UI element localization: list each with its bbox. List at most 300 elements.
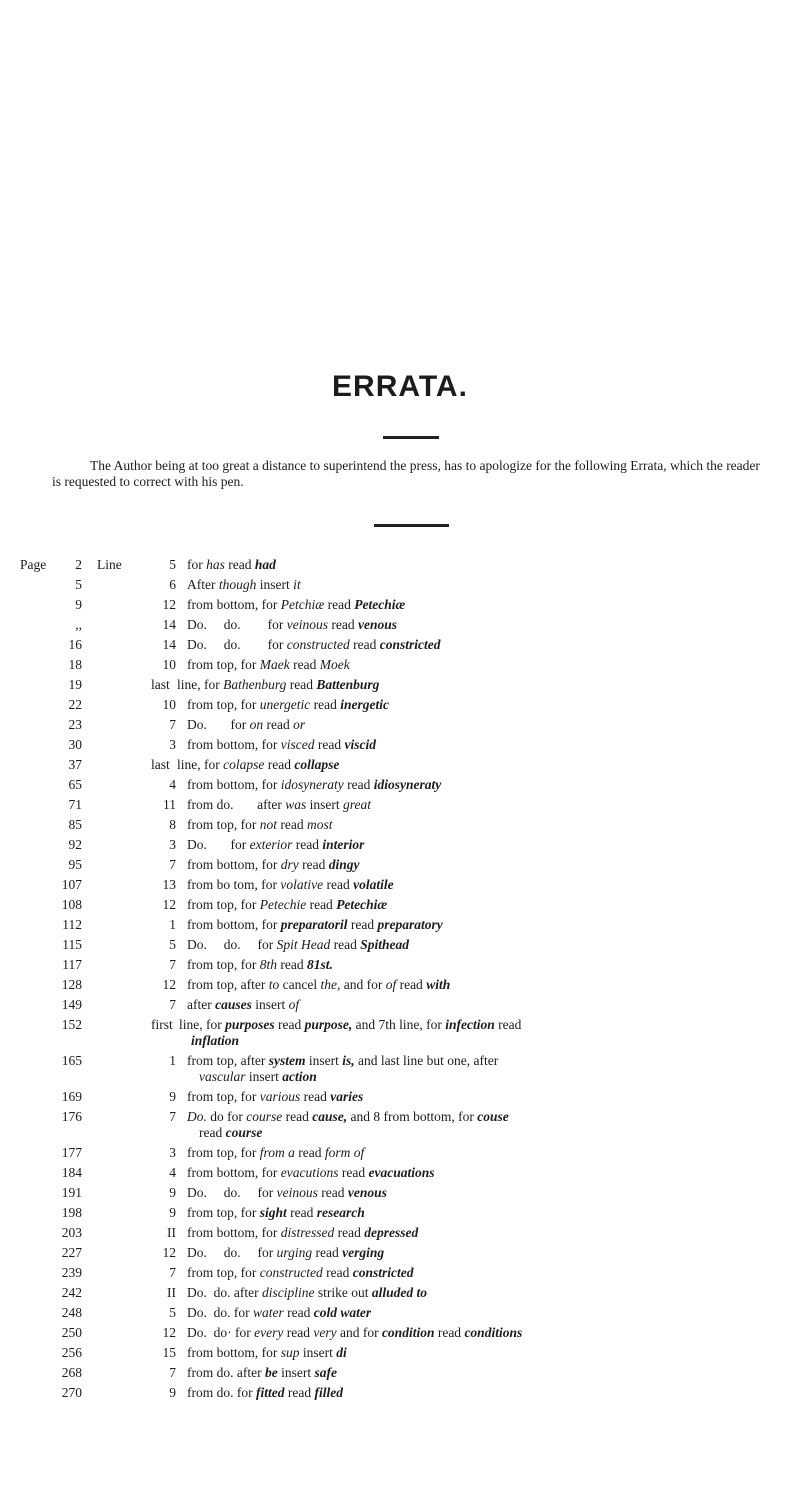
wrong-word: various [259, 1089, 301, 1104]
instruction-text: read [224, 557, 255, 572]
intro-divider [374, 524, 449, 527]
title-divider [383, 436, 439, 439]
wrong-word: was [285, 797, 307, 812]
line-number: 5 [169, 937, 176, 952]
line-number: 7 [169, 857, 176, 872]
line-number: 4 [169, 777, 176, 792]
wrong-word: Moek [319, 657, 350, 672]
page-number: 19 [68, 677, 82, 692]
instruction-text: from top, after [187, 977, 269, 992]
correction-text [187, 997, 770, 1013]
page-number: 2 [75, 557, 82, 572]
instruction-text: from do. after [187, 1365, 265, 1380]
errata-row [0, 1017, 800, 1049]
line-label: Line [97, 557, 122, 572]
instruction-text: Do. for [187, 837, 250, 852]
line-number: 5 [169, 1305, 176, 1320]
wrong-word: Bathenburg [223, 677, 287, 692]
errata-list [0, 557, 800, 1401]
page-number: 92 [68, 837, 82, 852]
instruction-text: Do. do. for [187, 1305, 253, 1320]
correct-word: couse [477, 1109, 509, 1124]
instruction-text: from do. for [187, 1385, 256, 1400]
instruction-text: from bottom, for [187, 917, 281, 932]
correction-text [187, 1285, 770, 1301]
line-number: 6 [169, 577, 176, 592]
line-number: 11 [163, 797, 176, 812]
correction-text [187, 697, 770, 713]
line-number: 12 [162, 897, 176, 912]
wrong-word: Petchiæ [280, 597, 325, 612]
wrong-word: Maek [259, 657, 290, 672]
errata-row [0, 817, 800, 833]
line-number: 7 [169, 997, 176, 1012]
page-number: 256 [61, 1345, 82, 1360]
correct-word: cause, [312, 1109, 348, 1124]
wrong-word: great [342, 797, 371, 812]
instruction-text: Do. do. for [187, 617, 287, 632]
instruction-text: cancel [279, 977, 321, 992]
correction-text [187, 1345, 770, 1361]
line-number: 9 [169, 1185, 176, 1200]
wrong-word: idosyneraty [280, 777, 344, 792]
instruction-text: from top, for [187, 817, 260, 832]
instruction-text: line, for [177, 677, 224, 692]
correct-word: alluded to [371, 1285, 427, 1300]
instruction-text: from bottom, for [187, 1225, 281, 1240]
instruction-text: for [187, 557, 207, 572]
correct-word: purposes [225, 1017, 275, 1032]
page-number: 268 [61, 1365, 82, 1380]
correction-text [187, 1145, 770, 1161]
correct-word: 81st. [306, 957, 333, 972]
instruction-text: strike out [314, 1285, 372, 1300]
instruction-text: read [322, 1265, 353, 1280]
page-number: 115 [62, 937, 82, 952]
page-number: 18 [68, 657, 82, 672]
wrong-word: urging [276, 1245, 313, 1260]
page-number: 203 [61, 1225, 82, 1240]
instruction-text: read [298, 857, 329, 872]
instruction-text: read [274, 1017, 305, 1032]
correct-word: preparatoril [280, 917, 348, 932]
correct-word: be [264, 1365, 278, 1380]
wrong-word: most [306, 817, 333, 832]
instruction-text: and last line but one, after [354, 1053, 502, 1068]
errata-row [0, 717, 800, 733]
line-number: 3 [169, 837, 176, 852]
instruction-text: and for [340, 977, 386, 992]
line-number: 15 [162, 1345, 176, 1360]
line-number: 14 [162, 637, 176, 652]
line-number: 14 [162, 617, 176, 632]
line-number: II [167, 1285, 176, 1300]
correct-word: with [426, 977, 451, 992]
correction-text [187, 597, 770, 613]
correct-word: cold water [313, 1305, 372, 1320]
errata-row [0, 1325, 800, 1341]
wrong-word: or [293, 717, 306, 732]
instruction-text: Do. for [187, 717, 250, 732]
continuation-line [187, 1125, 770, 1141]
correct-word: had [254, 557, 276, 572]
instruction-text: insert [245, 1069, 283, 1084]
correction-text [187, 1185, 770, 1201]
correction-text [187, 857, 770, 873]
correct-word: inflation [191, 1033, 240, 1048]
instruction-text: insert [306, 797, 343, 812]
correction-text [187, 657, 770, 673]
correction-text [187, 637, 770, 653]
page-label: Page [20, 557, 47, 572]
line-number: 12 [162, 1245, 176, 1260]
instruction-text: read [199, 1125, 226, 1140]
instruction-text: Do. do. for [187, 1185, 277, 1200]
instruction-text: read [286, 677, 317, 692]
correct-word: evacuations [368, 1165, 435, 1180]
correction-text [187, 1265, 770, 1281]
correct-word: volatile [353, 877, 394, 892]
wrong-word: the, [320, 977, 341, 992]
instruction-text: read [314, 737, 345, 752]
line-number: 12 [162, 977, 176, 992]
wrong-word: distressed [280, 1225, 335, 1240]
instruction-text: read [349, 637, 380, 652]
page-number: 30 [68, 737, 82, 752]
errata-row [0, 1109, 800, 1141]
instruction-text: read [343, 777, 374, 792]
wrong-word: Spit Head [276, 937, 331, 952]
correction-text [187, 837, 770, 853]
page-number: 128 [61, 977, 82, 992]
errata-row [0, 957, 800, 973]
errata-row [0, 1185, 800, 1201]
line-number: 1 [169, 917, 176, 932]
correct-word: inergetic [340, 697, 389, 712]
line-number: 3 [169, 737, 176, 752]
correction-text [187, 577, 770, 593]
instruction-text: from top, for [187, 1265, 260, 1280]
wrong-word: 8th [259, 957, 277, 972]
correction-text [187, 1205, 770, 1221]
wrong-word: form of [324, 1145, 365, 1160]
correction-text [187, 777, 770, 793]
page-number: 165 [61, 1053, 82, 1068]
line-number: 3 [169, 1145, 176, 1160]
correct-word: interior [322, 837, 365, 852]
correct-word: is, [342, 1053, 355, 1068]
correct-word: preparatory [377, 917, 443, 932]
page-number: 177 [61, 1145, 82, 1160]
correct-word: viscid [344, 737, 376, 752]
instruction-text: read [324, 597, 355, 612]
correct-word: idiosyneraty [373, 777, 442, 792]
correction-text [187, 1109, 770, 1141]
line-number: 5 [169, 557, 176, 572]
errata-row [0, 1165, 800, 1181]
correction-text [187, 1325, 770, 1341]
instruction-text: read [284, 1385, 315, 1400]
wrong-word: Petechie [259, 897, 307, 912]
line-number: 7 [169, 1109, 176, 1124]
instruction-text: from bottom, for [187, 597, 281, 612]
wrong-word: very [313, 1325, 337, 1340]
instruction-text: from bottom, for [187, 857, 281, 872]
wrong-word: exterior [249, 837, 293, 852]
instruction-text: read [494, 1017, 525, 1032]
wrong-word: though [218, 577, 257, 592]
correct-word: di [336, 1345, 347, 1360]
errata-row [0, 917, 800, 933]
instruction-text: read [289, 657, 320, 672]
errata-row [0, 1265, 800, 1281]
instruction-text: and 7th line, for [352, 1017, 446, 1032]
line-number: last [151, 677, 170, 692]
correct-word: safe [314, 1365, 337, 1380]
instruction-text: do for [206, 1109, 247, 1124]
errata-row [0, 937, 800, 953]
page-number: 152 [61, 1017, 82, 1032]
correct-word: Battenburg [316, 677, 380, 692]
instruction-text: read [306, 897, 337, 912]
instruction-text: read [396, 977, 427, 992]
errata-row [0, 557, 800, 573]
page-number: 198 [61, 1205, 82, 1220]
correct-word: constricted [379, 637, 441, 652]
line-number: 1 [169, 1053, 176, 1068]
errata-row [0, 697, 800, 713]
errata-row [0, 777, 800, 793]
correction-text [187, 1053, 770, 1085]
page-number: 250 [61, 1325, 82, 1340]
page-number: ,, [75, 617, 82, 632]
correct-word: system [268, 1053, 306, 1068]
wrong-word: sup [280, 1345, 300, 1360]
instruction-text: read [282, 1109, 313, 1124]
page-number: 85 [68, 817, 82, 832]
instruction-text: read [310, 697, 341, 712]
line-number: 7 [169, 957, 176, 972]
correction-text [187, 1365, 770, 1381]
instruction-text: line, for [179, 1017, 226, 1032]
continuation-line [187, 1069, 770, 1085]
wrong-word: every [254, 1325, 284, 1340]
line-number: 12 [162, 597, 176, 612]
errata-row [0, 897, 800, 913]
instruction-text: insert [251, 997, 289, 1012]
page-number: 9 [75, 597, 82, 612]
correction-text [187, 557, 770, 573]
correction-text [187, 1245, 770, 1261]
wrong-word: on [249, 717, 264, 732]
errata-row [0, 597, 800, 613]
errata-row [0, 1053, 800, 1085]
instruction-text: After [187, 577, 219, 592]
instruction-text: read [286, 1205, 317, 1220]
correct-word: varies [330, 1089, 364, 1104]
wrong-word: constructed [286, 637, 350, 652]
correction-text [179, 1017, 770, 1049]
instruction-text: read [317, 1185, 348, 1200]
correction-text [187, 797, 770, 813]
errata-row [0, 1345, 800, 1361]
correct-word: infection [445, 1017, 495, 1032]
wrong-word: vascular [199, 1069, 246, 1084]
instruction-text: insert [256, 577, 294, 592]
errata-row [0, 1245, 800, 1261]
correct-word: filled [314, 1385, 343, 1400]
errata-row [0, 757, 800, 773]
wrong-word: colapse [223, 757, 265, 772]
instruction-text: from do. after [187, 797, 286, 812]
page-number: 5 [75, 577, 82, 592]
wrong-word: evacutions [280, 1165, 339, 1180]
instruction-text: after [187, 997, 216, 1012]
errata-row [0, 1305, 800, 1321]
correct-word: collapse [294, 757, 340, 772]
wrong-word: has [206, 557, 225, 572]
correct-word: dingy [328, 857, 360, 872]
errata-row [0, 1385, 800, 1401]
instruction-text: from top, for [187, 1145, 260, 1160]
instruction-text: read [283, 1325, 314, 1340]
correction-text [187, 737, 770, 753]
instruction-text: Do. do. for [187, 637, 287, 652]
correction-text [187, 877, 770, 893]
correct-word: course [225, 1125, 263, 1140]
wrong-word: of [288, 997, 300, 1012]
instruction-text: read [300, 1089, 331, 1104]
line-number: 7 [169, 717, 176, 732]
correct-word: venous [347, 1185, 387, 1200]
wrong-word: dry [280, 857, 299, 872]
page-number: 176 [61, 1109, 82, 1124]
line-number: 7 [169, 1365, 176, 1380]
correct-word: Petechiæ [354, 597, 406, 612]
instruction-text: read [312, 1245, 343, 1260]
wrong-word: constructed [259, 1265, 323, 1280]
continuation-line [179, 1033, 770, 1049]
correction-text [187, 937, 770, 953]
line-number: 12 [162, 1325, 176, 1340]
line-number: last [151, 757, 170, 772]
errata-row [0, 1225, 800, 1241]
correction-text [187, 617, 770, 633]
instruction-text: read [264, 757, 295, 772]
page-number: 239 [61, 1265, 82, 1280]
instruction-text: from top, for [187, 897, 260, 912]
wrong-word: of [385, 977, 397, 992]
instruction-text: Do. do· for [187, 1325, 255, 1340]
instruction-text: read [277, 957, 307, 972]
correct-word: causes [215, 997, 252, 1012]
page-number: 117 [62, 957, 82, 972]
correction-text [177, 677, 770, 693]
correction-text [187, 1385, 770, 1401]
instruction-text: read [294, 1145, 325, 1160]
correction-text [177, 757, 770, 773]
line-number: 9 [169, 1205, 176, 1220]
wrong-word: visced [280, 737, 315, 752]
correct-word: research [316, 1205, 365, 1220]
instruction-text: Do. do. after [187, 1285, 262, 1300]
instruction-text: line, for [177, 757, 224, 772]
line-number: 13 [162, 877, 176, 892]
instruction-text: read [277, 817, 307, 832]
instruction-text: insert [277, 1365, 315, 1380]
instruction-text: read [338, 1165, 369, 1180]
instruction-text: read [334, 1225, 365, 1240]
wrong-word: from a [259, 1145, 295, 1160]
wrong-word: water [253, 1305, 284, 1320]
correction-text [187, 817, 770, 833]
page-number: 95 [68, 857, 82, 872]
instruction-text: from bottom, for [187, 1165, 281, 1180]
instruction-text: from bo tom, for [187, 877, 281, 892]
correct-word: depressed [364, 1225, 419, 1240]
instruction-text: and for [336, 1325, 382, 1340]
errata-row [0, 637, 800, 653]
correction-text [187, 1089, 770, 1105]
correct-word: action [282, 1069, 317, 1084]
instruction-text: read [347, 917, 378, 932]
instruction-text: and 8 from bottom, for [347, 1109, 478, 1124]
errata-row [0, 997, 800, 1013]
line-number: 8 [169, 817, 176, 832]
correction-text [187, 1305, 770, 1321]
instruction-text: read [323, 877, 354, 892]
page-number: 65 [68, 777, 82, 792]
line-number: first [151, 1017, 173, 1032]
errata-row [0, 657, 800, 673]
page-number: 169 [61, 1089, 82, 1104]
line-number: II [167, 1225, 176, 1240]
errata-row [0, 617, 800, 633]
instruction-text: read [263, 717, 294, 732]
line-number: 7 [169, 1265, 176, 1280]
instruction-text: read [434, 1325, 465, 1340]
instruction-text: insert [299, 1345, 337, 1360]
correct-word: conditions [464, 1325, 523, 1340]
instruction-text: from top, for [187, 1205, 260, 1220]
errata-row [0, 577, 800, 593]
correction-text [187, 1225, 770, 1241]
page-number: 149 [61, 997, 82, 1012]
correct-word: purpose, [304, 1017, 353, 1032]
wrong-word: discipline [261, 1285, 315, 1300]
correction-text [187, 897, 770, 913]
errata-row [0, 977, 800, 993]
correction-text [187, 917, 770, 933]
errata-row [0, 1365, 800, 1381]
errata-row [0, 877, 800, 893]
page-number: 112 [62, 917, 82, 932]
correct-word: sight [259, 1205, 287, 1220]
line-number: 9 [169, 1089, 176, 1104]
page-number: 184 [61, 1165, 82, 1180]
correction-text [187, 977, 770, 993]
instruction-text: insert [305, 1053, 343, 1068]
instruction-text: read [292, 837, 323, 852]
correction-text [187, 717, 770, 733]
wrong-word: Do. [187, 1109, 207, 1124]
page-number: 227 [61, 1245, 82, 1260]
page-number: 108 [61, 897, 82, 912]
errata-row [0, 797, 800, 813]
correct-word: condition [381, 1325, 435, 1340]
errata-row [0, 677, 800, 693]
page-number: 191 [61, 1185, 82, 1200]
